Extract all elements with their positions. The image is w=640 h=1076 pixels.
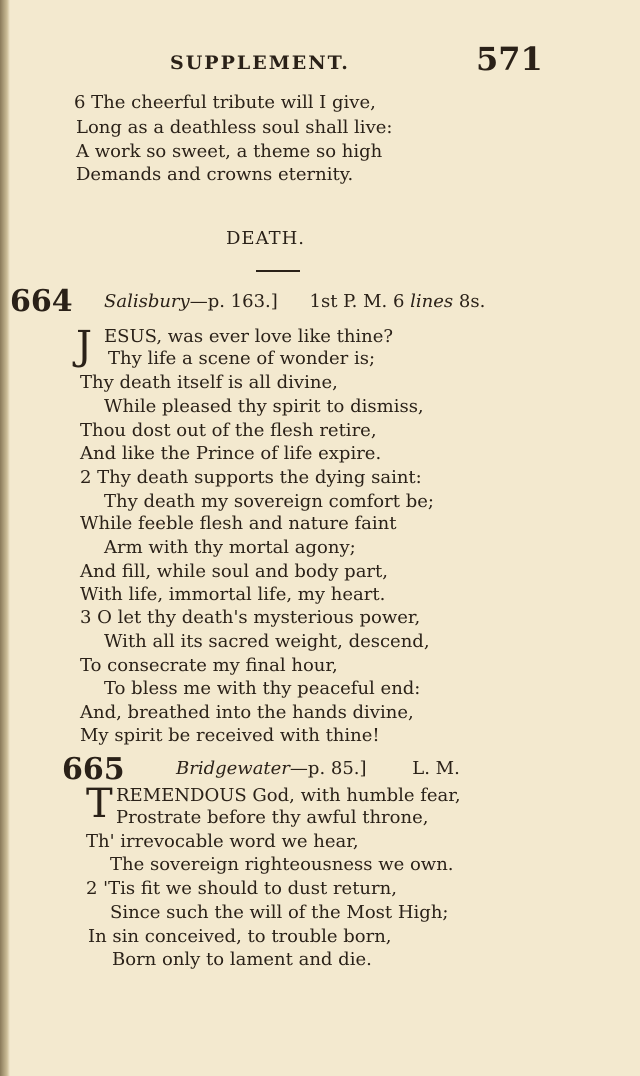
verse-line: To consecrate my final hour, (80, 655, 338, 676)
verse-line: 2 Thy death supports the dying saint: (80, 467, 422, 488)
verse-line: While pleased thy spirit to dismiss, (104, 396, 424, 417)
section-divider (256, 270, 300, 272)
verse-line: Thy life a scene of wonder is; (108, 348, 376, 369)
tune-name: Salisbury (104, 291, 190, 312)
meter-lines: lines (410, 291, 454, 312)
hymn-heading (104, 291, 485, 312)
verse-line: REMENDOUS God, with humble fear, (116, 785, 461, 806)
verse-line: 6 The cheerful tribute will I give, (74, 92, 376, 113)
verse-line: Prostrate before thy awful throne, (116, 807, 429, 828)
running-header: SUPPLEMENT. (170, 52, 350, 74)
verse-line: To bless me with thy peaceful end: (104, 678, 421, 699)
verse-line: Thy death my sovereign comfort be; (104, 491, 434, 512)
hymn-number: 665 (62, 752, 125, 787)
verse-line: 2 'Tis fit we should to dust return, (86, 878, 397, 899)
verse-line: My spirit be received with thine! (80, 725, 380, 746)
verse-line: Demands and crowns eternity. (76, 164, 354, 185)
verse-line: Arm with thy mortal agony; (104, 537, 356, 558)
verse-line: And like the Prince of life expire. (80, 443, 382, 464)
meter: L. M. (412, 758, 460, 779)
meter: 1st P. M. 6 (309, 291, 405, 312)
hymn-heading (176, 758, 460, 779)
section-title: DEATH. (226, 228, 306, 249)
verse-line: Thou dost out of the flesh retire, (80, 420, 377, 441)
verse-line: The sovereign righteousness we own. (110, 854, 454, 875)
page-number: 571 (476, 40, 543, 78)
verse-line: While feeble flesh and nature faint (80, 513, 397, 534)
tune-name: Bridgewater (176, 758, 290, 779)
verse-line: In sin conceived, to trouble born, (88, 926, 392, 947)
verse-line: With life, immortal life, my heart. (80, 584, 386, 605)
verse-line: With all its sacred weight, descend, (104, 631, 430, 652)
verse-line: Thy death itself is all divine, (80, 372, 338, 393)
verse-line: And, breathed into the hands divine, (80, 702, 414, 723)
hymn-number: 664 (10, 284, 73, 319)
verse-line: Since such the will of the Most High; (110, 902, 449, 923)
verse-line: And fill, while soul and body part, (80, 561, 388, 582)
verse-line: A work so sweet, a theme so high (76, 141, 383, 162)
tune-page-reference: —p. 163.] (189, 291, 278, 312)
tune-page-reference: —p. 85.] (289, 758, 367, 779)
verse-line: Long as a deathless soul shall live: (76, 117, 393, 138)
drop-cap: T (86, 781, 113, 827)
verse-line: 3 O let thy death's mysterious power, (80, 607, 421, 628)
verse-line: Born only to lament and die. (112, 949, 372, 970)
verse-line: Th' irrevocable word we hear, (86, 831, 359, 852)
meter-suffix: 8s. (458, 291, 486, 312)
drop-cap: J (76, 323, 93, 369)
verse-line: ESUS, was ever love like thine? (104, 326, 394, 347)
